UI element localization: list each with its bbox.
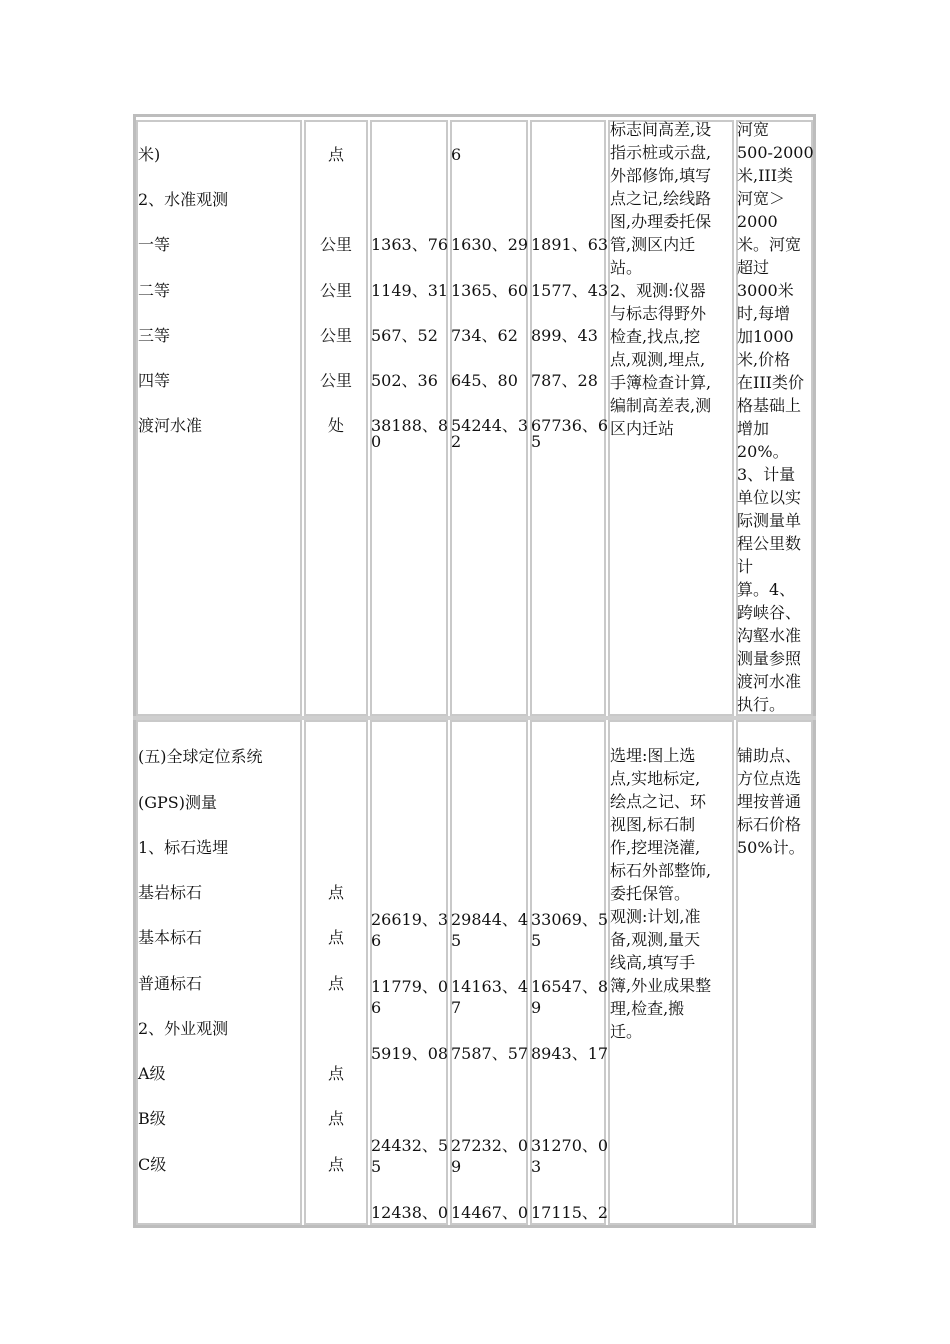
row1-col4-value: 6 [451, 145, 462, 164]
row2-col3-value: 5919、08 [371, 1044, 449, 1063]
row1-note-line: 程公里数 [737, 534, 802, 553]
row1-item: 二等 [138, 281, 171, 300]
row1-note-line: 增加 [737, 419, 770, 438]
row2-unit: 点 [327, 974, 344, 993]
row2-note-line: 方位点选 [737, 769, 802, 788]
row2-col4-value: 29844、45 [451, 910, 529, 950]
row2-col5-value: 8943、17 [531, 1044, 609, 1063]
row1-unit: 公里 [319, 235, 352, 254]
row2-item: 1、标石选埋 [138, 838, 229, 857]
row2-item: C级 [138, 1155, 167, 1174]
row2-col5-value: 17115、2 [531, 1203, 609, 1222]
row1-item: 四等 [138, 371, 171, 390]
row1-note-line: 单位以实 [737, 488, 802, 507]
row1-note-line: 测量参照 [737, 649, 802, 668]
row2-col5-value: 33069、55 [531, 910, 609, 950]
row1-note-line: 3000米 [737, 281, 794, 300]
row2-work-line: 迁。 [610, 1022, 643, 1041]
row2-work-line: 理,检查,搬 [610, 999, 685, 1018]
row1-work-line: 检查,找点,挖 [610, 327, 701, 346]
row1-item: 三等 [138, 326, 171, 345]
row2-work-line: 簿,外业成果整 [610, 976, 712, 995]
row2-col4-value: 14163、47 [451, 977, 529, 1017]
row2-unit: 点 [327, 1064, 344, 1083]
row1-col4-value: 1365、60 [451, 281, 529, 300]
row1-col5-value: 1577、43 [531, 281, 609, 300]
row2-work-line: 标石外部整饰, [610, 861, 712, 880]
row2-unit: 点 [327, 1109, 344, 1128]
row2-item: 基岩标石 [138, 883, 203, 902]
row2-item: 基本标石 [138, 928, 203, 947]
row1-work-line: 外部修饰,填写 [610, 166, 712, 185]
row2-work-line: 委托保管。 [610, 884, 691, 903]
row2-col5-value: 31270、03 [531, 1136, 609, 1176]
row2-work-line: 作,挖埋浇灌, [610, 838, 701, 857]
row1-note-line: 米。河宽 [737, 235, 802, 254]
row1-col5-value: 67736、65 [531, 416, 609, 451]
row1-note-line: 20%。 [737, 442, 789, 461]
row1-col4-value: 1630、29 [451, 235, 529, 254]
row1-col3-value: 1149、31 [371, 281, 449, 300]
row1-work-line: 与标志得野外 [610, 304, 707, 323]
row2-work-line: 选埋:图上选 [610, 746, 696, 765]
row2-unit: 点 [327, 928, 344, 947]
row1-work-line: 区内迁站 [610, 419, 675, 438]
row1-note-line: 时,每增 [737, 304, 791, 323]
row1-col5-value: 899、43 [531, 326, 598, 345]
row2-work-line: 视图,标石制 [610, 815, 696, 834]
row1-work-line: 2、观测:仪器 [610, 281, 706, 300]
row1-col4-value: 734、62 [451, 326, 518, 345]
row1-unit: 处 [327, 416, 344, 435]
row1-note-line: 河宽＞ [737, 189, 786, 208]
row2-col4-value: 27232、09 [451, 1136, 529, 1176]
row1-work-line: 编制高差表,测 [610, 396, 712, 415]
row2-unit: 点 [327, 1155, 344, 1174]
row1-work-line: 点之记,绘线路 [610, 189, 712, 208]
row1-col3-value: 1363、76 [371, 235, 449, 254]
row2-item: (五)全球定位系统 [138, 747, 263, 766]
row2-col3-value: 11779、06 [371, 977, 449, 1017]
row1-col5-value: 1891、63 [531, 235, 609, 254]
row2-col3-value: 26619、36 [371, 910, 449, 950]
row2-note-line: 50%计。 [737, 838, 805, 857]
row1-note-line: 沟壑水准 [737, 626, 802, 645]
row1-work-line: 手簿检查计算, [610, 373, 712, 392]
row1-work-line: 标志间高差,设 [610, 120, 712, 139]
row1-note-line: 格基础上 [737, 396, 802, 415]
row1-note-line: 算。4、 [737, 580, 796, 599]
row1-note-line: 在III类价 [737, 373, 804, 392]
row2-note-line: 铺助点、 [737, 746, 802, 765]
row1-work-line: 管,测区内迁 [610, 235, 696, 254]
row2-item: (GPS)测量 [138, 793, 217, 812]
row1-note-line: 渡河水准 [737, 672, 802, 691]
row1-work-line: 点,观测,埋点, [610, 350, 706, 369]
row1-item: 一等 [138, 235, 171, 254]
row1-work-cell [608, 120, 734, 716]
row1-note-line: 3、计量 [737, 465, 796, 484]
row2-work-line: 线高,填写手 [610, 953, 696, 972]
row1-note-line: 加1000 [737, 327, 794, 346]
row1-work-line: 站。 [610, 258, 643, 277]
row1-note-line: 2000 [737, 212, 778, 231]
row2-col3-value: 12438、0 [371, 1203, 449, 1222]
row1-col3-value: 502、36 [371, 371, 438, 390]
row1-work-line: 指示桩或示盘, [610, 143, 712, 162]
row1-note-line: 河宽 [737, 120, 770, 139]
row1-note-line: 米,价格 [737, 350, 791, 369]
row1-col4-value: 54244、32 [451, 416, 529, 451]
row2-unit: 点 [327, 883, 344, 902]
row1-note-line: 500-2000 [737, 143, 814, 162]
row2-unit-cell [304, 720, 368, 1225]
row2-note-line: 标石价格 [737, 815, 802, 834]
row2-note-line: 埋按普通 [737, 792, 802, 811]
row2-col4-value: 7587、57 [451, 1044, 529, 1063]
row1-note-line: 执行。 [737, 695, 786, 714]
row2-col5-value: 16547、89 [531, 977, 609, 1017]
row1-note-line: 跨峡谷、 [737, 603, 802, 622]
row1-note-line: 际测量单 [737, 511, 802, 530]
row1-unit: 公里 [319, 281, 352, 300]
row1-note-line: 计 [737, 557, 754, 576]
row1-unit: 公里 [319, 371, 352, 390]
row1-item: 米) [138, 145, 161, 164]
row1-unit: 点 [327, 145, 344, 164]
row1-note-line: 超过 [737, 258, 770, 277]
row1-note-line: 米,III类 [737, 166, 794, 185]
row2-work-line: 绘点之记、环 [610, 792, 707, 811]
row2-work-line: 备,观测,量天 [610, 930, 701, 949]
row1-col3-value: 567、52 [371, 326, 438, 345]
row2-work-line: 观测:计划,准 [610, 907, 701, 926]
row1-item: 2、水准观测 [138, 190, 229, 209]
row2-item: 2、外业观测 [138, 1019, 229, 1038]
row1-col3-value: 38188、80 [371, 416, 449, 451]
row2-item: A级 [138, 1064, 166, 1083]
row1-item: 渡河水准 [138, 416, 203, 435]
row1-col4-value: 645、80 [451, 371, 518, 390]
row2-work-line: 点,实地标定, [610, 769, 701, 788]
row2-col4-value: 14467、0 [451, 1203, 529, 1222]
row1-work-line: 图,办理委托保 [610, 212, 712, 231]
row2-col3-value: 24432、55 [371, 1136, 449, 1176]
row2-item: B级 [138, 1109, 166, 1128]
row1-unit: 公里 [319, 326, 352, 345]
row2-item: 普通标石 [138, 974, 203, 993]
row1-col5-value: 787、28 [531, 371, 598, 390]
